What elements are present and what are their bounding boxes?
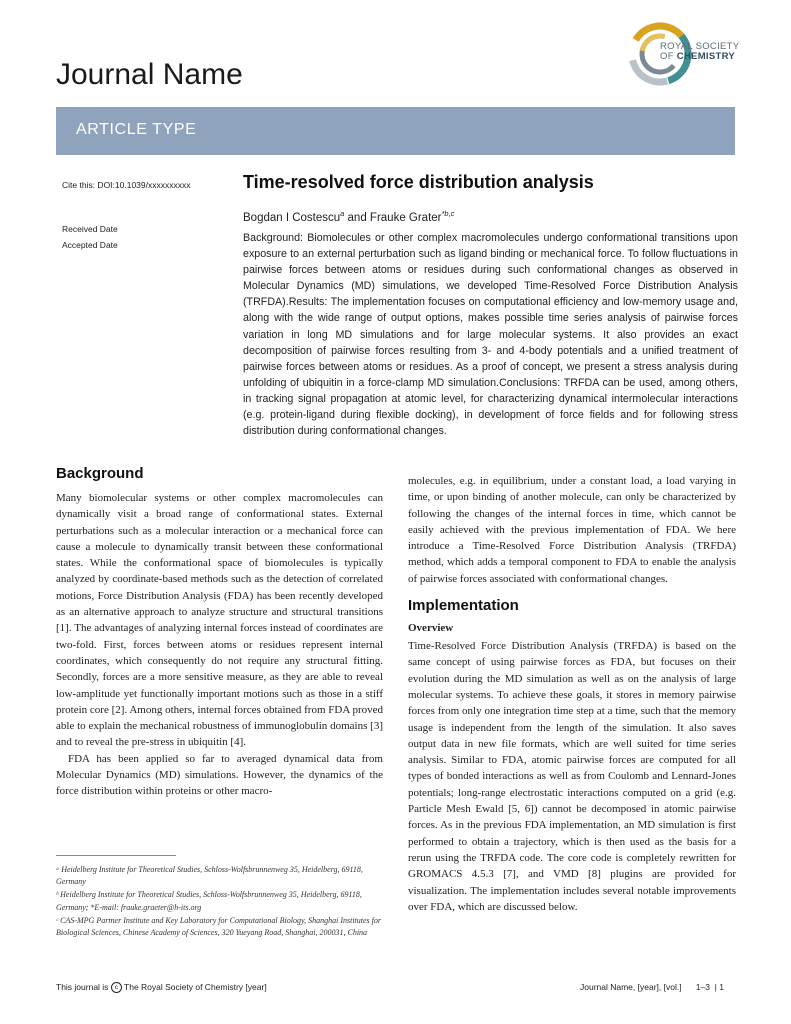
- accepted-date: Accepted Date: [62, 240, 118, 250]
- rsc-logo-of: OF: [660, 51, 677, 62]
- author-1: Bogdan I Costescu: [243, 211, 341, 224]
- article-type-banner: [56, 107, 735, 155]
- footnote-divider: [56, 855, 176, 856]
- right-column: [408, 473, 736, 915]
- cite-this: Cite this: DOI:10.1039/xxxxxxxxxx: [62, 180, 191, 190]
- rsc-logo-line2: [660, 52, 739, 62]
- author-2: Frauke Grater: [369, 211, 442, 224]
- left-column: [56, 465, 383, 800]
- author-2-affiliation: *b,c: [441, 209, 455, 218]
- section-heading-implementation: Implementation: [408, 597, 519, 615]
- paragraph-continued: molecules, e.g. in equilibrium, under a constant load, a load varying in time, or upon binding of another molecule, can only be characterized by following the changes of the internal forces in time, which cannot be easily achieved with the previous implementation of FDA. We here introduce a Time-Resolved Force Distribution Analysis (TRFDA) method, which adds a temporal component to FDA to enable the analysis of pairwise forces associated with conformational changes.: [408, 475, 736, 585]
- footnote-b: ᵇ Heidelberg Institute for Theoretical Studies, Schloss-Wolfsbrunnenweg 35, Heidelberg, 69118, Germany; *E-mail: frauke.graeter@h-its.org: [56, 890, 362, 912]
- authors: [243, 209, 454, 224]
- journal-name: Journal Name: [56, 58, 243, 91]
- abstract: Background: Biomolecules or other complex macromolecules undergo conformational transitions upon exposure to an external perturbation such as ligand binding or mechanical force. To follow fluctuations in pairwise forces between atoms or residues during such conformational changes as observed in Molecular Dynamics (MD) simulations, we developed Time-Resolved Force Distribution Analysis (TRFDA).Results: The implementation focuses on computational efficiency and low-memory usage and, along with the wide range of output options, makes possible time series analysis of pairwise forces variation in long MD simulations and for large molecular systems. It also provides an exact decomposition of pairwise forces resulting from 3- and 4-body potentials and a unified treatment of pairwise forces between atoms or residues. As a proof of concept, we present a stress analysis during unfolding of ubiquitin in a force-clamp MD simulation.Conclusions: TRFDA can be used, among others, in tracking signal propagation at atomic level, for characterizing dynamical intermolecular interactions (e.g. protein-ligand during flexible docking), in development of force fields and for following stress distribution during conformational changes.: [243, 232, 738, 438]
- footnote-c: ᶜ CAS-MPG Partner Institute and Key Laboratory for Computational Biology, Shanghai Institutes for Biological Sciences, Chinese Academy of Sciences, 320 Yueyang Road, Shanghai, 200031, China: [56, 915, 381, 938]
- footer-page-info: Journal Name, [year], [vol.] 1–3 | 1: [580, 982, 724, 992]
- footer-suffix: The Royal Society of Chemistry [year]: [121, 982, 267, 992]
- footer-prefix: This journal is: [56, 982, 111, 992]
- copyright-icon: c: [111, 982, 122, 993]
- author-separator: and: [344, 211, 370, 224]
- received-date: Received Date: [62, 224, 118, 234]
- article-type-label: ARTICLE TYPE: [76, 121, 197, 138]
- rsc-logo-line1: ROYAL SOCIETY: [660, 41, 740, 52]
- rsc-logo-chemistry: CHEMISTRY: [676, 51, 736, 62]
- footnote-a: ᵃ Heidelberg Institute for Theoretical Studies, Schloss-Wolfsbrunnenweg 35, Heidelberg, 69118, Germany: [56, 865, 363, 887]
- section-heading-background: Background: [56, 465, 144, 482]
- subsection-heading-overview: Overview: [408, 622, 454, 635]
- affiliation-footnotes: [56, 864, 386, 940]
- paragraph-background-2: FDA has been applied so far to averaged dynamical data from Molecular Dynamics (MD) simulations. However, the dynamics of the force distribution within proteins or other macro-: [56, 752, 383, 798]
- article-title: Time-resolved force distribution analysis: [243, 172, 594, 192]
- author-1-affiliation: a: [340, 209, 345, 218]
- paragraph-background-1: Many biomolecular systems or other complex macromolecules can dynamically visit a broad range of conformational states. External perturbations such as a molecular interaction or a mechanical force can cause a molecule to dynamically transit between these conformational states. While the conformational space of biomolecules is typically analyzed by coordinate-based methods such as the detection of correlated motions, Force Distribution Analysis (FDA) has been recently developed as an alternative approach to analyze structure and structural transitions [1]. The advantages of analyzing internal forces instead of coordinates are two-fold. First, forces between atoms or residues represent internal coordinates, which consequently do not require any structural fitting. Secondly, forces are a more sensitive measure, as they are able to reveal low-amplitude yet functionally important motions such as those in a stiff protein core [2]. Among others, internal forces obtained from FDA proved able to explain the mechanical robustness of immunoglobulin domains [3] and to reveal the pre-stress in ubiquitin [4].: [56, 492, 383, 749]
- rsc-logo-text: [660, 42, 739, 62]
- paragraph-overview: Time-Resolved Force Distribution Analysis (TRFDA) is based on the same concept of using pairwise forces as FDA, but focuses on their evolution during the MD simulation as well as on the analysis of large molecular systems. To achieve these goals, it stores in memory pairwise forces from only one integration time step at a time, such that the memory usage is independent from the length of the simulation. It also saves output data in new file formats, which are well suited for time series analysis. Similar to FDA, atomic pairwise forces are computed for all types of bonded interactions as well as from Coulomb and Lennard-Jones potentials; long-range electrostatic interactions computed on a grid (e.g. Particle Mesh Ewald [5, 6]) cannot be decomposed in atomic pairwise forces. As in the previous FDA implementation, an MD simulation is first performed to obtain a trajectory, which is then used as the basis for a rerun using the TRFDA code. The core code is completely rewritten for GROMACS 4.5.3 [7], and VMD [8] plugins are provided for visualization. The implementation includes several notable improvements over FDA, which are discussed below.: [408, 640, 736, 913]
- footer-copyright: [56, 982, 267, 993]
